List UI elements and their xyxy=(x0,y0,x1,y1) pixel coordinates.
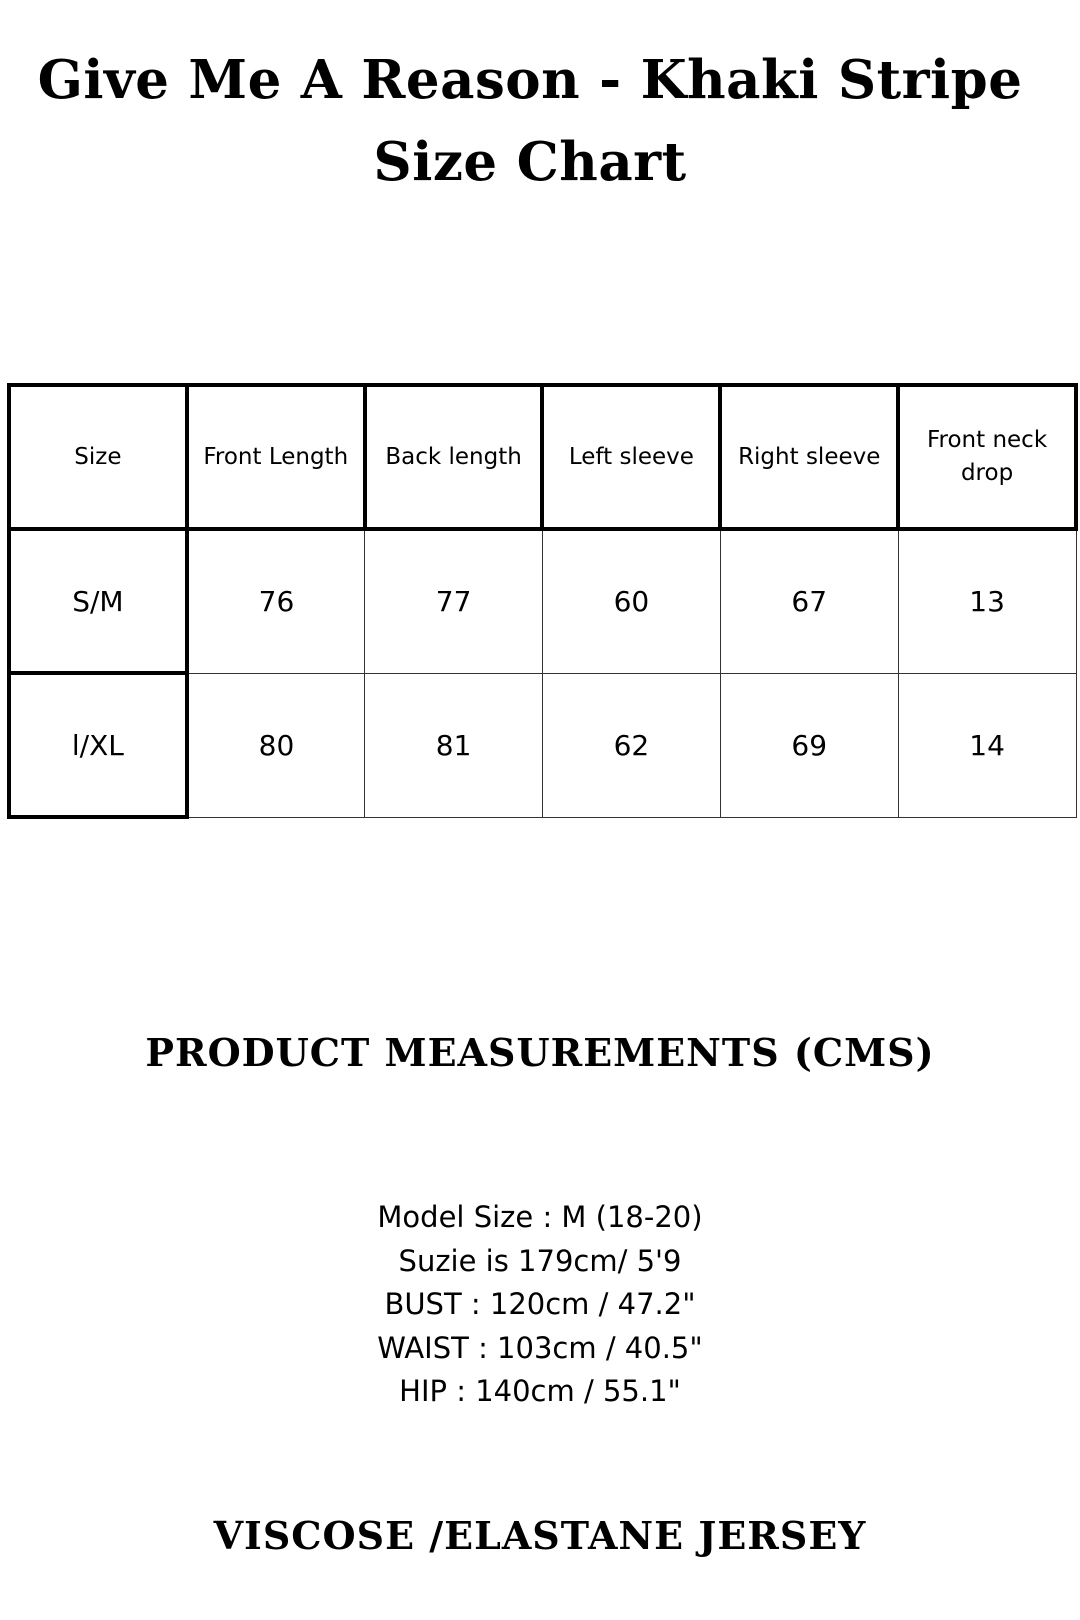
size-chart-table xyxy=(7,383,1078,819)
page-title: Give Me A Reason - Khaki Stripe xyxy=(37,49,1023,111)
header-front-length: Front Length xyxy=(187,385,365,529)
table-cell: 62 xyxy=(542,673,720,817)
table-cell: 14 xyxy=(898,673,1076,817)
model-info xyxy=(0,1196,1080,1414)
size-cell: S/M xyxy=(9,529,187,673)
page-subtitle: Size Chart xyxy=(373,131,687,193)
table-cell: 60 xyxy=(542,529,720,673)
table-row xyxy=(9,529,1076,673)
fabric-heading: VISCOSE /ELASTANE JERSEY xyxy=(213,1513,867,1558)
header-size: Size xyxy=(9,385,187,529)
model-waist-line: WAIST : 103cm / 40.5" xyxy=(377,1330,703,1365)
header-back-length: Back length xyxy=(365,385,543,529)
table-cell: 77 xyxy=(365,529,543,673)
table-row xyxy=(9,673,1076,817)
table-cell: 76 xyxy=(187,529,365,673)
table-cell: 13 xyxy=(898,529,1076,673)
table-cell: 69 xyxy=(720,673,898,817)
model-bust-line: BUST : 120cm / 47.2" xyxy=(384,1287,696,1321)
table-cell: 81 xyxy=(365,673,543,817)
model-size-line: Model Size : M (18-20) xyxy=(377,1200,703,1234)
table-cell: 80 xyxy=(187,673,365,817)
header-front-neck-drop: Front neck drop xyxy=(898,385,1076,529)
measurements-heading: PRODUCT MEASUREMENTS (CMS) xyxy=(145,1030,935,1075)
header-right-sleeve: Right sleeve xyxy=(720,385,898,529)
size-cell: l/XL xyxy=(9,673,187,817)
table-cell: 67 xyxy=(720,529,898,673)
header-left-sleeve: Left sleeve xyxy=(542,385,720,529)
table-header-row xyxy=(9,385,1076,529)
model-height-line: Suzie is 179cm/ 5'9 xyxy=(398,1243,682,1278)
model-hip-line: HIP : 140cm / 55.1" xyxy=(399,1374,681,1408)
